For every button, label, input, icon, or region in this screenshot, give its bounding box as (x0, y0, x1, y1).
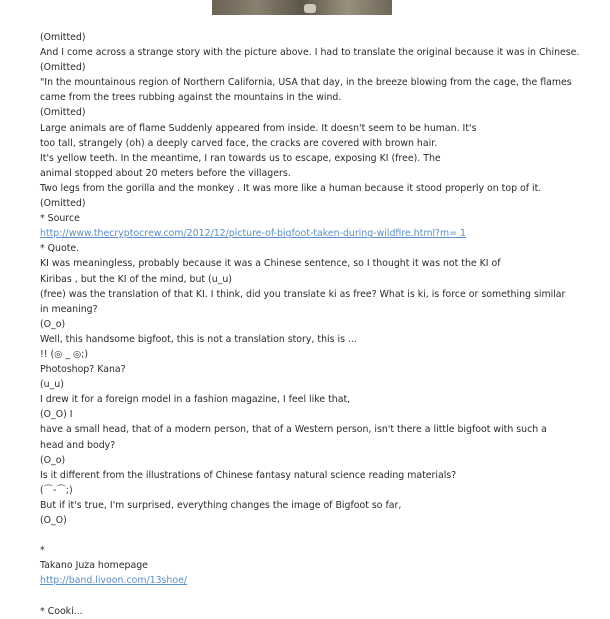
text-line: (O_o) (40, 318, 66, 330)
source-link[interactable]: http://www.thecryptocrew.com/2012/12/picture-of-bigfoot-taken-during-wildfire.html?m= 1 (40, 228, 466, 240)
text-line: !! (◎ _ ◎;) (40, 348, 88, 360)
text-line: Kiribas , but the KI of the mind, but (u_u) (40, 273, 232, 285)
text-line: Takano Juza homepage (40, 560, 148, 572)
text-line: (⌒-⌒;) (40, 484, 73, 496)
text-line: (Omitted) (40, 32, 86, 43)
text-line: have a small head, that of a modern person, that of a Western person, isn't there a little bigfoot with such a head and body? (40, 424, 547, 451)
text-line: (free) was the translation of that KI. I think, did you translate ki as free? What is ki, is force or something similar in meaning? (40, 288, 566, 315)
text-line: (O_O) (40, 515, 67, 526)
text-line: Large animals are of flame Suddenly appeared from inside. It doesn't seem to be human. It's (40, 122, 477, 134)
homepage-link[interactable]: http://band.livoon.com/13shoe/ (40, 575, 188, 587)
text-line: Photoshop? Kana? (40, 364, 126, 376)
text-line: I drew it for a foreign model in a fashion magazine, I feel like that, (40, 394, 351, 406)
text-line: "In the mountainous region of Northern California, USA that day, in the breeze blowing from the cage, the flames came from the trees rubbing against the mountains in the wind. (40, 77, 572, 104)
article-body (40, 30, 580, 619)
photo-subject (304, 4, 316, 13)
text-line: (Omitted) (40, 107, 86, 119)
text-line: too tall, strangely (oh) a deeply carved face, the cracks are covered with brown hair. (40, 137, 438, 149)
text-line: animal stopped about 20 meters before the villagers. (40, 167, 291, 179)
text-line: Two legs from the gorilla and the monkey . It was more like a human because it stood properly on top of it. (40, 182, 542, 194)
text-line: (O_O) I (40, 409, 73, 421)
text-line: It's yellow teeth. In the meantime, I ran towards us to escape, exposing KI (free). The (40, 152, 441, 164)
text-line: And I come across a strange story with the picture above. I had to translate the original because it was in Chinese. (40, 47, 580, 59)
text-line: * (40, 545, 45, 557)
text-line: But if it's true, I'm surprised, everything changes the image of Bigfoot so far, (40, 499, 402, 511)
text-line: * Quote. (40, 243, 80, 255)
text-line: * Cooki... (40, 605, 83, 617)
text-line: (u_u) (40, 379, 64, 391)
bigfoot-photo (212, 0, 392, 15)
text-line: (O_o) (40, 454, 66, 466)
text-line: KI was meaningless, probably because it was a Chinese sentence, so I thought it was not the KI of (40, 258, 501, 270)
text-line: Is it different from the illustrations of Chinese fantasy natural science reading materials? (40, 469, 457, 481)
text-line: (Omitted) (40, 62, 86, 74)
text-line: * Source (40, 213, 80, 225)
text-line: Well, this handsome bigfoot, this is not a translation story, this is ... (40, 333, 357, 345)
text-line: (Omitted) (40, 198, 86, 210)
